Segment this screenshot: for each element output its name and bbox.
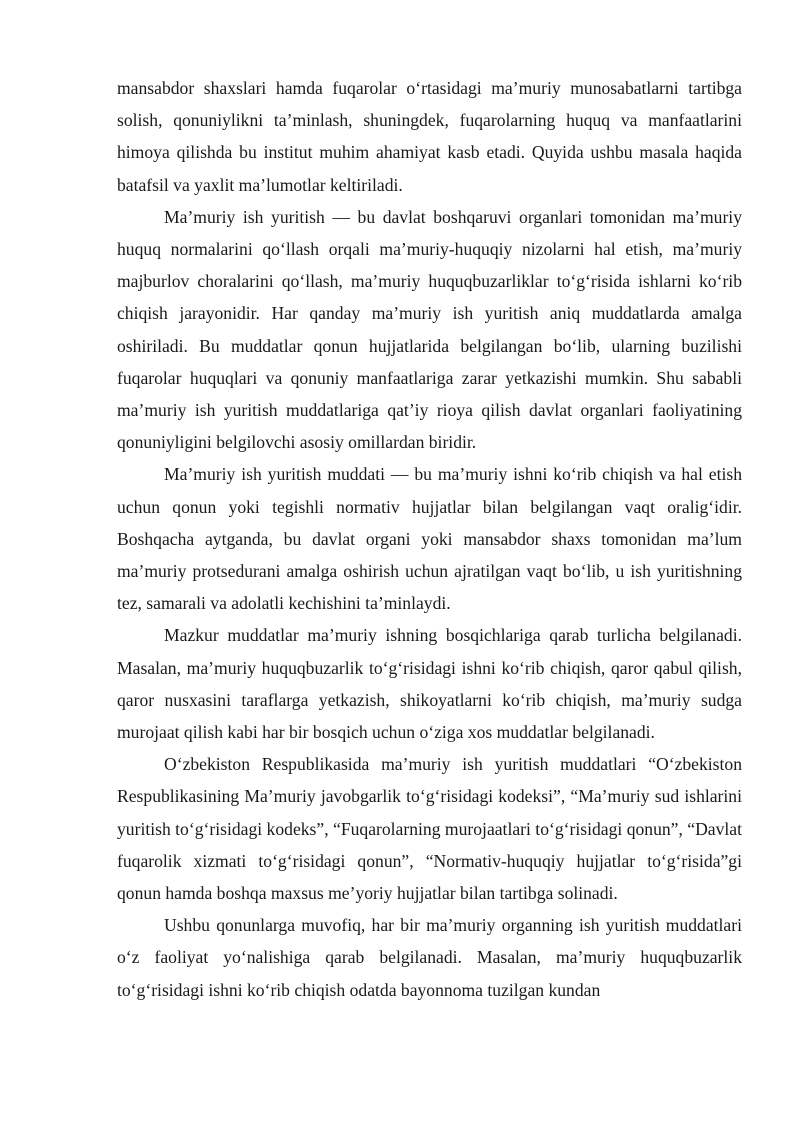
paragraph-continuation: mansabdor shaxslari hamda fuqarolar o‘rtasidagi ma’muriy munosabatlarni tartibga solish, qonuniylikni ta’minlash, shuningdek, fuqarolarning huquq va manfaatlarini himoya qilishda bu institut muhim ahamiyat kasb etadi. Quyida ushbu masala haqida batafsil va yaxlit ma’lumotlar keltiriladi. [117,78,742,195]
paragraph-administrative-proceedings: Ma’muriy ish yuritish — bu davlat boshqaruvi organlari tomonidan ma’muriy huquq normalarini qo‘llash orqali ma’muriy-huquqiy nizolarni hal etish, ma’muriy majburlov choralarini qo‘llash, ma’muriy huquqbuzarliklar to‘g‘risida ishlarni ko‘rib chiqish jarayonidir. Har qanday ma’muriy ish yuritish aniq muddatlarda amalga oshiriladi. Bu muddatlar qonun hujjatlarida belgilangan bo‘lib, ularning buzilishi fuqarolar huquqlari va qonuniy manfaatlariga zarar yetkazishi mumkin. Shu sababli ma’muriy ish yuritish muddatlariga qat’iy rioya qilish davlat organlari faoliyatining qonuniyligini belgilovchi asosiy omillardan biridir. [117,206,742,453]
paragraph-proceedings-term-definition: Ma’muriy ish yuritish muddati — bu ma’muriy ishni ko‘rib chiqish va hal etish uchun qonun yoki tegishli normativ hujjatlar bilan belgilangan vaqt oralig‘idir. Boshqacha aytganda, bu davlat organi yoki mansabdor shaxs tomonidan ma’lum ma’muriy protsedurani amalga oshirish uchun ajratilgan vaqt bo‘lib, u ish yuritishning tez, samarali va adolatli kechishini ta’minlaydi. [117,464,742,614]
document-page [117,72,742,1006]
paragraph-organ-terms: Ushbu qonunlarga muvofiq, har bir ma’muriy organning ish yuritish muddatlari o‘z faoliyat yo‘nalishiga qarab belgilanadi. Masalan, ma’muriy huquqbuzarlik to‘g‘risidagi ishni ko‘rib chiqish odatda bayonnoma tuzilgan kundan [117,915,742,1000]
paragraph-stages: Mazkur muddatlar ma’muriy ishning bosqichlariga qarab turlicha belgilanadi. Masalan, ma’muriy huquqbuzarlik to‘g‘risidagi ishni ko‘rib chiqish, qaror qabul qilish, qaror nusxasini taraflarga yetkazish, shikoyatlarni ko‘rib chiqish, ma’muriy sudga murojaat qilish kabi har bir bosqich uchun o‘ziga xos muddatlar belgilanadi. [117,625,742,743]
paragraph-legislation: O‘zbekiston Respublikasida ma’muriy ish yuritish muddatlari “O‘zbekiston Respublikasining Ma’muriy javobgarlik to‘g‘risidagi kodeksi”, “Ma’muriy sud ishlarini yuritish to‘g‘risidagi kodeks”, “Fuqarolarning murojaatlari to‘g‘risidagi qonun”, “Davlat fuqarolik xizmati to‘g‘risidagi qonun”, “Normativ-huquqiy hujjatlar to‘g‘risida”gi qonun hamda boshqa maxsus me’yoriy hujjatlar bilan tartibga solinadi. [117,754,742,904]
